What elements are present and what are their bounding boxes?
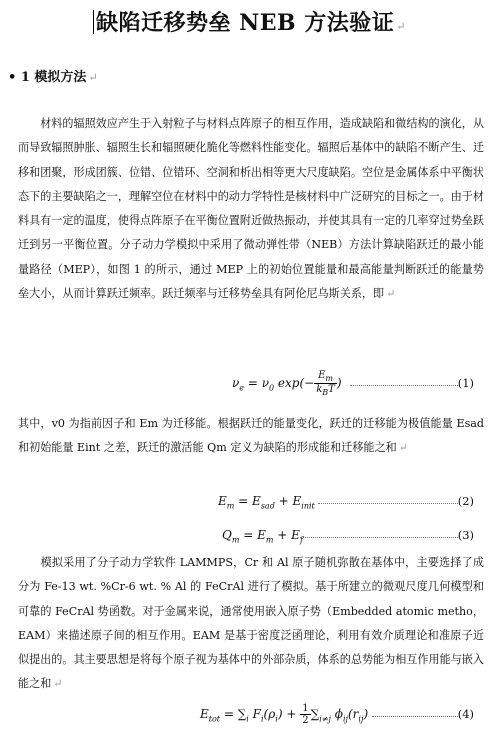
dot-leader <box>350 385 460 386</box>
paragraph-definitions <box>18 412 484 461</box>
paragraph-mark-icon: ↵ <box>53 677 63 691</box>
section-heading <box>8 66 98 85</box>
paragraph-mark-icon: ↵ <box>88 71 98 84</box>
paragraph-mark-icon: ↵ <box>396 20 406 33</box>
paragraph-mark-icon: ↵ <box>398 441 408 455</box>
dot-leader <box>300 537 460 538</box>
paragraph-mark-icon: ↵ <box>386 287 396 301</box>
equation-1 <box>18 372 484 398</box>
equation-formula: $E_m = E_{sad} + E_{init}$ <box>218 494 315 511</box>
fraction: $\frac{1}{2}$ <box>302 703 309 726</box>
equation-2 <box>18 490 484 516</box>
equation-number: (2) <box>457 494 474 508</box>
equation-4 <box>18 703 484 729</box>
fraction: $\frac{E_m}{k_BT}$ <box>316 370 335 397</box>
equation-formula: $\nu_e = \nu_0$ exp(− $\frac{E_m}{k_BT}$ ) <box>232 370 342 397</box>
paragraph-intro <box>18 112 484 306</box>
equation-number: (1) <box>457 376 474 390</box>
text-cursor <box>93 10 94 34</box>
equation-number: (4) <box>457 707 474 721</box>
document-title <box>0 6 499 37</box>
section-number: 1 <box>20 70 30 85</box>
equation-number: (3) <box>457 528 474 542</box>
paragraph-text: 其中，v0 为指前因子和 Em 为迁移能。根据跃迁的能量变化，跃迁的迁移能为极值能量 Esad 和初始能量 Eint 之差，跃迁的激活能 Qm 定义为缺陷的形成能和迁移能之和 <box>18 417 484 455</box>
equation-formula: $Q_m = E_m + E_f$ <box>222 528 303 545</box>
dot-leader <box>372 716 460 717</box>
paragraph-method <box>18 551 484 697</box>
equation-3 <box>18 524 484 550</box>
equation-formula: $E_{tot} = \sum_i$ $F_i(\rho_i)$ + $\frac{1}{2}$ $\sum_{i\ne j}$ $\phi_{ij}(r_{ij})$ <box>200 703 369 726</box>
paragraph-text: 材料的辐照效应产生于入射粒子与材料点阵原子的相互作用，造成缺陷和微结构的演化，从而导致辐照肿胀、辐照生长和辐照硬化脆化等燃料性能变化。辐照后基体中的缺陷不断产生、迁移和团聚，形成团簇、位错、位错环、空洞和析出相等更大尺度缺陷。空位是金属体系中平衡状态下的主要缺陷之一，理解空位在材料中的动力学特性是核材料中广泛研究的目标之一。由于材料具有一定的温度，使得点阵原子在平衡位置附近做热振动，并使其具有一定的几率穿过势垒跃迁到另一平衡位置。分子动力学模拟中采用了微动弹性带（NEB）方法计算缺陷跃迁的最小能量路径（MEP），如图 1 的所示，通过 MEP 上的初始位置能量和最高能量判断跃迁的能量势垒大小，从而计算跃迁频率。跃迁频率与迁移势垒具有阿伦尼乌斯关系，即 <box>18 117 484 301</box>
bullet-icon: • <box>8 70 17 85</box>
section-label: 模拟方法 <box>34 70 87 85</box>
dot-leader <box>318 503 460 504</box>
paragraph-text: 模拟采用了分子动力学软件 LAMMPS，Cr 和 Al 原子随机弥散在基体中，主要选择了成分为 Fe-13 wt. %Cr-6 wt. % Al 的 FeCrAl 进行了模拟。基于所建立的微观尺度几何模型和可靠的 FeCrAl 势函数。对于金属来说，通常使用嵌入原子势（Embedded atomic metho，EAM）来描述原子间的相互作用。EAM 是基于密度泛函理论，利用有效介质理论和准原子近似提出的。其主要思想是将每个原子视为基体中的外部杂质，体系的总势能为相互作用能与嵌入能之和 <box>18 556 484 691</box>
title-text: 缺陷迁移势垒 NEB 方法验证 <box>95 10 395 36</box>
